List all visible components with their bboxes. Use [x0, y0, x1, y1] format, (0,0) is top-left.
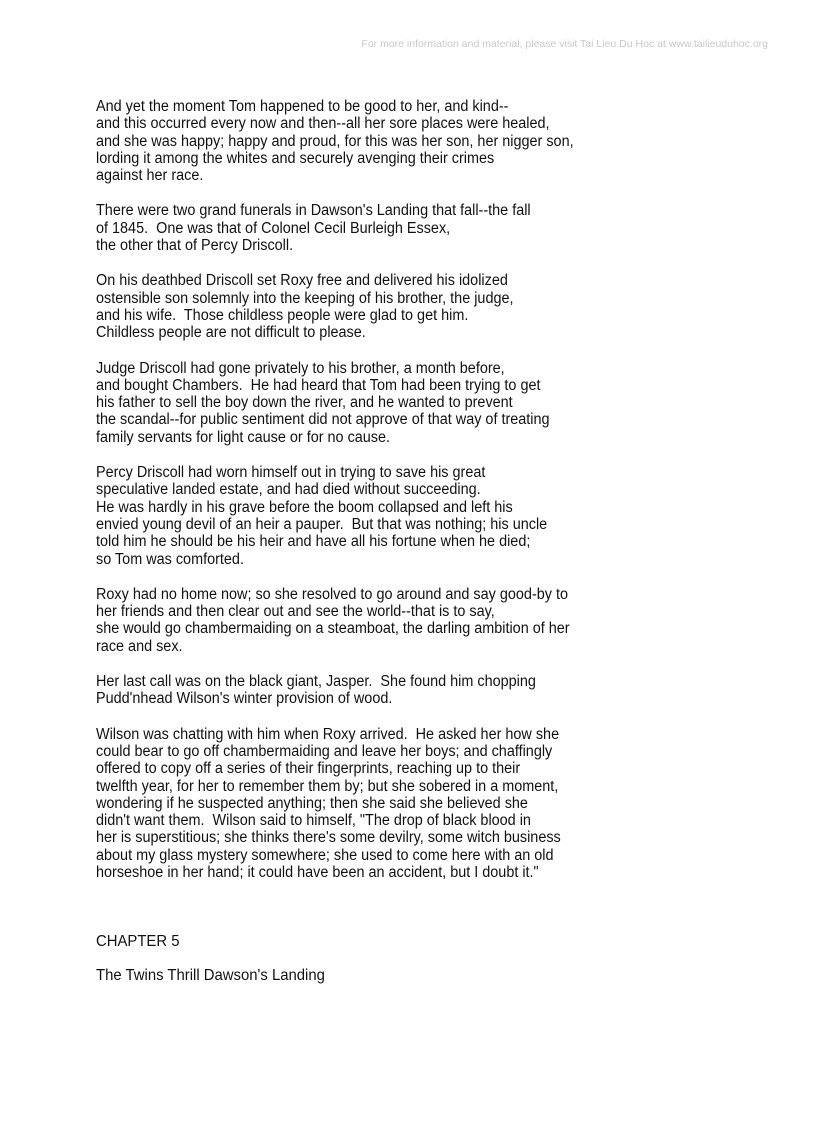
text-line: Childless people are not difficult to please. [96, 324, 366, 342]
text-line: could bear to go off chambermaiding and leave her boys; and chaffingly [96, 742, 553, 760]
text-line: and she was happy; happy and proud, for this was her son, her nigger son, [96, 132, 574, 150]
text-line: And yet the moment Tom happened to be good to her, and kind-- [96, 98, 509, 115]
text-line: family servants for light cause or for no cause. [96, 428, 391, 446]
text-line: the other that of Percy Driscoll. [96, 237, 294, 255]
paragraph [96, 202, 786, 254]
text-line: wondering if he suspected anything; then she said she believed she [96, 794, 528, 812]
paragraph [96, 673, 786, 708]
text-line: Percy Driscoll had worn himself out in trying to save his great [96, 464, 486, 482]
chapter-title: The Twins Thrill Dawson's Landing [96, 967, 325, 984]
text-line: her is superstitious; she thinks there's some devilry, some witch business [96, 829, 561, 847]
text-line: ostensible son solemnly into the keeping of his brother, the judge, [96, 289, 514, 307]
paragraph [96, 98, 786, 184]
paragraph [96, 464, 786, 568]
text-line: and this occurred every now and then--all her sore places were healed, [96, 115, 550, 133]
text-line: He was hardly in his grave before the boom collapsed and left his [96, 498, 513, 516]
text-line: and bought Chambers. He had heard that Tom had been trying to get [96, 376, 541, 394]
text-line: envied young devil of an heir a pauper. But that was nothing; his uncle [96, 515, 548, 533]
paragraph [96, 272, 786, 341]
text-line: so Tom was comforted. [96, 550, 244, 568]
text-line: about my glass mystery somewhere; she used to come here with an old [96, 846, 554, 864]
text-line: lording it among the whites and securely avenging their crimes [96, 149, 495, 167]
text-line: against her race. [96, 167, 204, 185]
text-line: There were two grand funerals in Dawson's Landing that fall--the fall [96, 202, 531, 220]
text-line: Judge Driscoll had gone privately to his brother, a month before, [96, 359, 505, 377]
text-line: Her last call was on the black giant, Jasper. She found him chopping [96, 673, 536, 691]
paragraph [96, 726, 786, 882]
document-body [96, 98, 786, 899]
text-line: Pudd'nhead Wilson's winter provision of wood. [96, 690, 393, 708]
text-line: and his wife. Those childless people were glad to get him. [96, 306, 469, 324]
text-line: Wilson was chatting with him when Roxy arrived. He asked her how she [96, 725, 560, 743]
text-line: she would go chambermaiding on a steamboat, the darling ambition of her [96, 620, 570, 638]
text-line: told him he should be his heir and have all his fortune when he died; [96, 533, 531, 551]
text-line: race and sex. [96, 637, 183, 655]
text-line: horseshoe in her hand; it could have been an accident, but I doubt it." [96, 863, 539, 881]
text-line: On his deathbed Driscoll set Roxy free and delivered his idolized [96, 272, 508, 290]
paragraph [96, 360, 786, 446]
text-line: didn't want them. Wilson said to himself, "The drop of black blood in [96, 812, 531, 830]
text-line: her friends and then clear out and see the world--that is to say, [96, 603, 495, 621]
watermark-text: For more information and material, please visit Tai Lieu Du Hoc at www.tailieuduhoc.org [361, 38, 768, 50]
text-line: Roxy had no home now; so she resolved to go around and say good-by to [96, 585, 569, 603]
text-line: offered to copy off a series of their fingerprints, reaching up to their [96, 760, 521, 778]
chapter-heading: CHAPTER 5 [96, 933, 180, 950]
text-line: twelfth year, for her to remember them by; but she sobered in a moment, [96, 777, 559, 795]
text-line: speculative landed estate, and had died without succeeding. [96, 481, 481, 499]
text-line: of 1845. One was that of Colonel Cecil Burleigh Essex, [96, 219, 451, 237]
text-line: his father to sell the boy down the river, and he wanted to prevent [96, 394, 513, 412]
text-line: the scandal--for public sentiment did not approve of that way of treating [96, 411, 550, 429]
paragraph [96, 586, 786, 655]
